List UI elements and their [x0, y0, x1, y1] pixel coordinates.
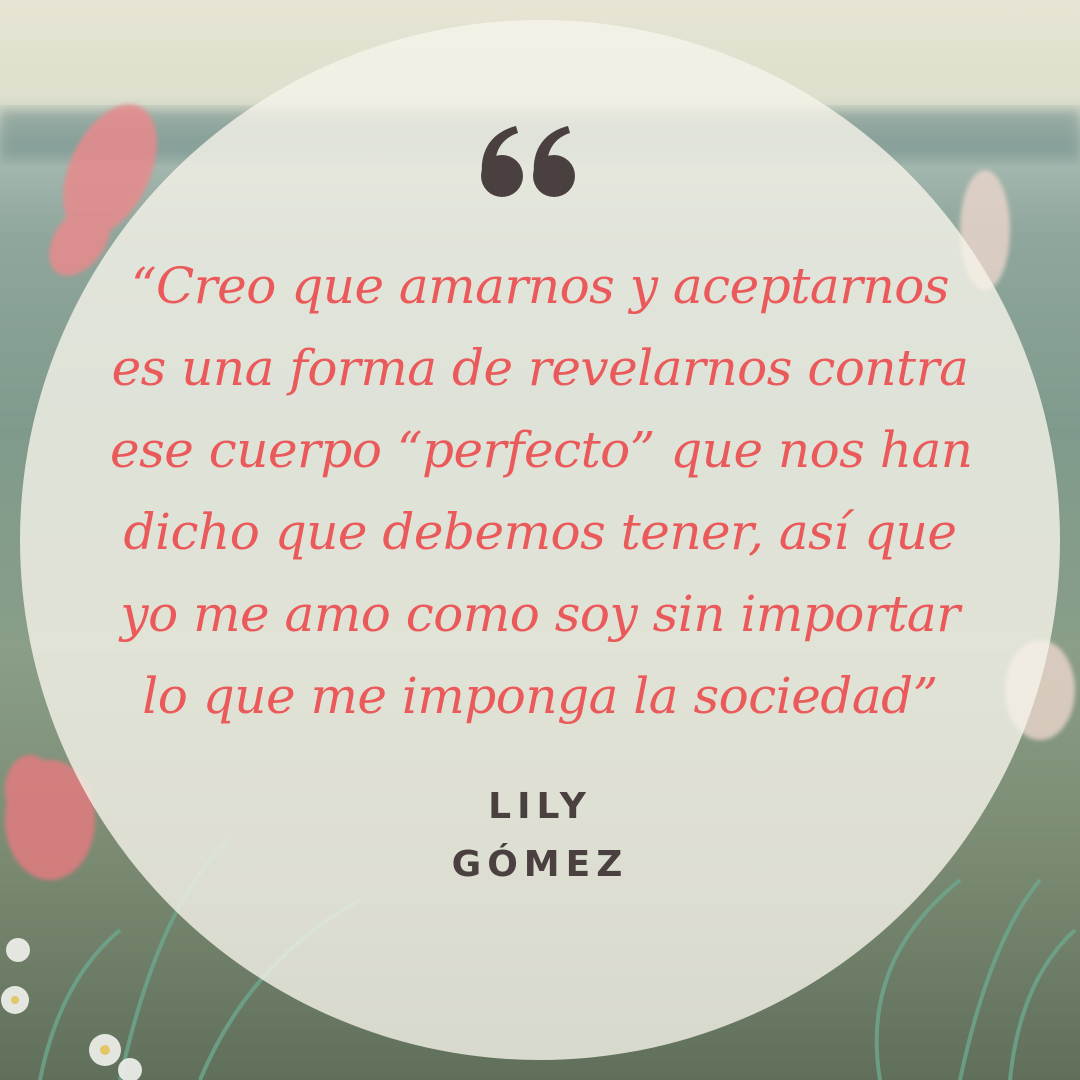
author-first-name: LILY: [488, 786, 592, 827]
quote-line: lo que me imponga la sociedad”: [142, 667, 938, 725]
quote-line: es una forma de revelarnos contra: [111, 339, 969, 397]
quote-text: [110, 245, 973, 737]
author-name: [340, 778, 740, 894]
quote-line: ese cuerpo “perfecto” que nos han: [110, 421, 973, 479]
quote-line: dicho que debemos tener, así que: [123, 503, 957, 561]
quote-line: “Creo que amarnos y aceptarnos: [130, 257, 950, 315]
author-last-name: GÓMEZ: [451, 844, 629, 885]
quote-line: yo me amo como soy sin importar: [120, 585, 960, 643]
quote-mark-icon: [478, 124, 578, 200]
